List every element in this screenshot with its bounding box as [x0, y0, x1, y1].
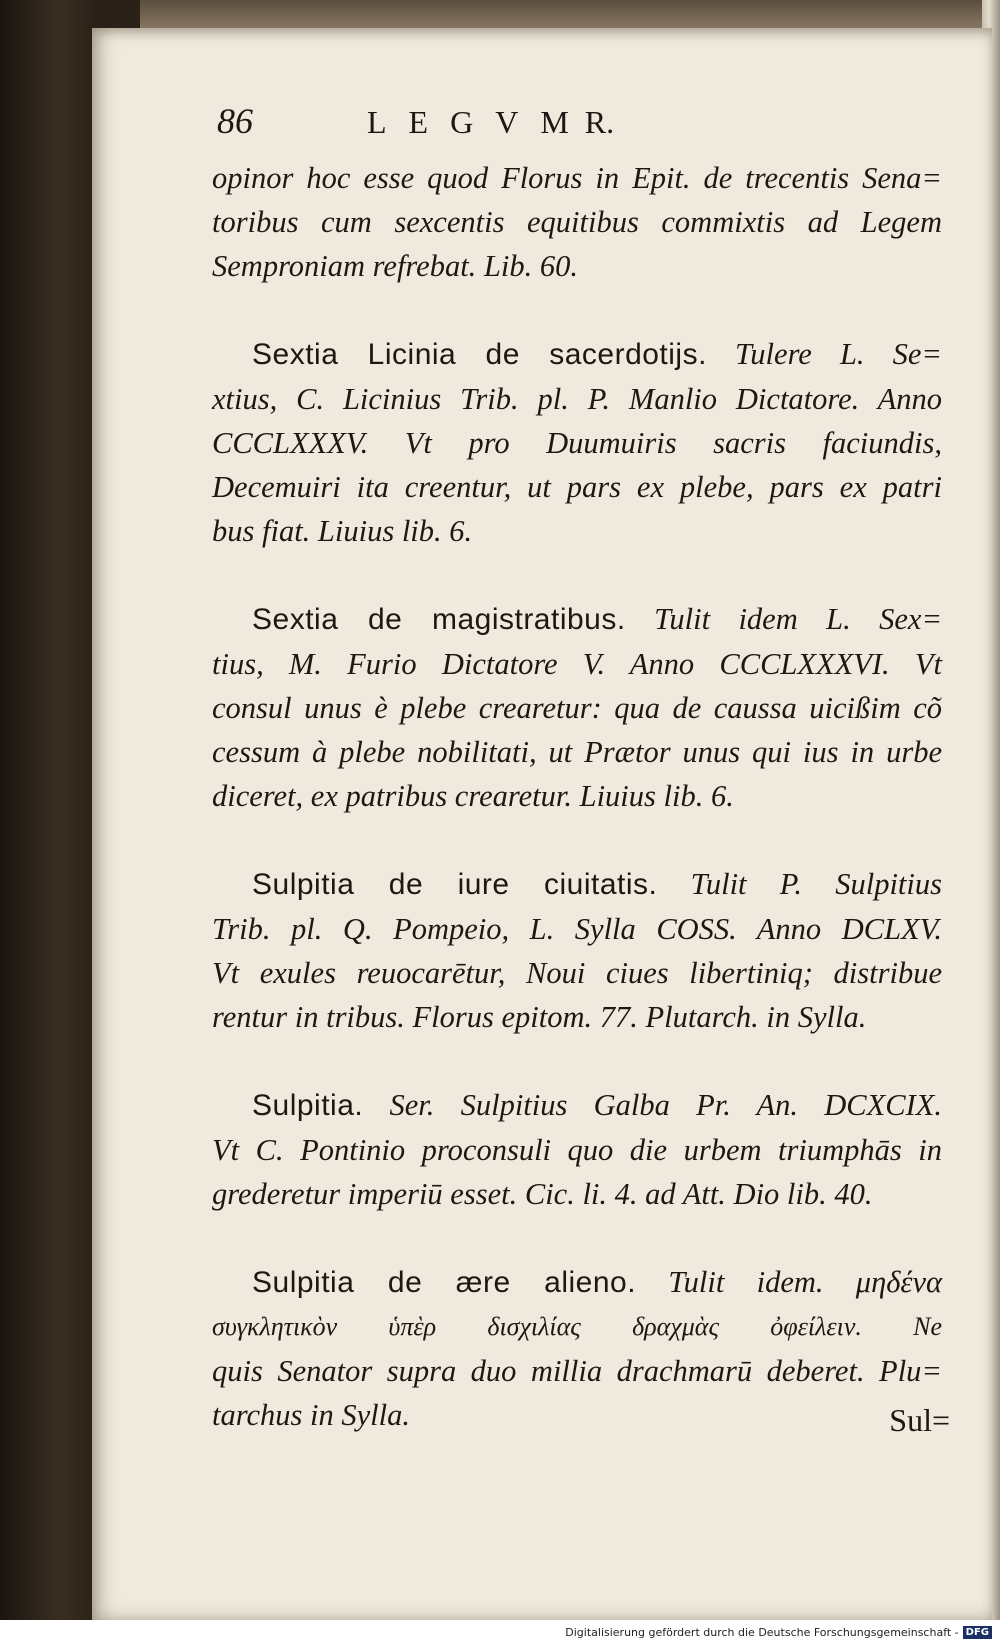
entry-line: Vt C. Pontinio proconsuli quo die urbem triumphās in — [212, 1133, 942, 1167]
page-text — [212, 100, 947, 1437]
paragraph-gap — [212, 288, 947, 332]
catchword: Sul= — [889, 1402, 950, 1438]
paragraph-gap — [212, 553, 947, 597]
entry-last-line: bus fiat. Liuius lib. 6. — [212, 514, 473, 548]
entry-line: Decemuiri ita creentur, ut pars ex plebe, pars ex patri — [212, 470, 942, 504]
entry-line: Vt exules reuocarētur, Noui ciues libertiniq; distribue — [212, 956, 942, 990]
entry-sulpitia-aere-alieno — [212, 1260, 947, 1437]
entry-sulpitia-iure-ciuitatis — [212, 862, 947, 1039]
running-header — [217, 100, 947, 156]
entry-line: cessum à plebe nobilitati, ut Prætor unus qui ius in urbe — [212, 735, 942, 769]
page-number: 86 — [217, 101, 253, 141]
intro-line: toribus cum sexcentis equitibus commixtis ad Legem — [212, 205, 942, 239]
entry-line: Trib. pl. Q. Pompeio, L. Sylla COSS. Anno DCLXV. — [212, 912, 942, 946]
entry-line-greek: συγκλητικὸν ὑπὲρ δισχιλίας δραχμὰς ὀφείλειν. Ne — [212, 1312, 942, 1341]
entry-line: xtius, C. Licinius Trib. pl. P. Manlio Dictatore. Anno — [212, 382, 942, 416]
scan-top-edge — [140, 0, 1000, 30]
intro-line: opinor hoc esse quod Florus in Epit. de trecentis Sena= — [212, 161, 942, 195]
entry-first-line — [212, 862, 942, 907]
entry-heading: Sextia Licinia de sacerdotijs. — [252, 338, 707, 371]
entry-heading: Sulpitia de iure ciuitatis. — [252, 868, 658, 901]
entry-first-text: Tulit idem. μηδένα — [668, 1265, 942, 1299]
entry-first-line — [212, 1083, 942, 1128]
entry-sextia-magistratibus — [212, 597, 947, 818]
entry-line: tius, M. Furio Dictatore V. Anno CCCLXXXVI. Vt — [212, 647, 942, 681]
entry-sulpitia — [212, 1083, 947, 1216]
digitization-footer — [0, 1620, 1000, 1644]
paragraph-gap — [212, 1039, 947, 1083]
running-letter: R. — [584, 104, 615, 140]
entry-last-line: grederetur imperiū esset. Cic. li. 4. ad Att. Dio lib. 40. — [212, 1177, 873, 1211]
entry-line: consul unus è plebe crearetur: qua de caussa uicißim cõ — [212, 691, 942, 725]
entry-heading: Sulpitia de ære alieno. — [252, 1266, 637, 1299]
entry-first-text: Tulere L. Se= — [735, 337, 942, 371]
footer-credit-text: Digitalisierung gefördert durch die Deutsche Forschungsgemeinschaft - — [565, 1625, 959, 1639]
running-title: LEGVM — [367, 104, 591, 140]
entry-first-line — [212, 332, 942, 377]
entry-first-text: Ser. Sulpitius Galba Pr. An. DCXCIX. — [389, 1088, 942, 1122]
entry-sextia-licinia — [212, 332, 947, 553]
entry-line: quis Senator supra duo millia drachmarū deberet. Plu= — [212, 1354, 942, 1388]
dfg-logo: DFG — [963, 1626, 992, 1639]
intro-paragraph — [212, 156, 947, 288]
entry-last-line: rentur in tribus. Florus epitom. 77. Plutarch. in Sylla. — [212, 1000, 867, 1034]
entry-last-line: tarchus in Sylla. — [212, 1398, 410, 1432]
entry-first-line — [212, 1260, 942, 1305]
entry-last-line: diceret, ex patribus crearetur. Liuius lib. 6. — [212, 779, 734, 813]
entry-line: CCCLXXXV. Vt pro Duumuiris sacris faciundis, — [212, 426, 942, 460]
entry-heading: Sulpitia. — [252, 1089, 364, 1122]
entry-first-line — [212, 597, 942, 642]
paragraph-gap — [212, 1216, 947, 1260]
entry-first-text: Tulit P. Sulpitius — [690, 867, 943, 901]
intro-line: Semproniam refrebat. Lib. 60. — [212, 249, 578, 283]
entry-heading: Sextia de magistratibus. — [252, 603, 626, 636]
paragraph-gap — [212, 818, 947, 862]
entry-first-text: Tulit idem L. Sex= — [654, 602, 943, 636]
